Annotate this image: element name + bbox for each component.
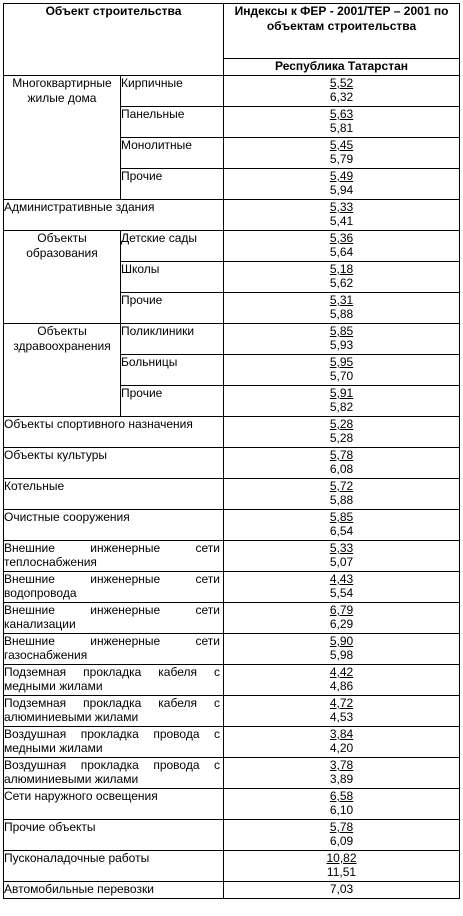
subtype-label: Школы [121, 262, 224, 293]
index-numerator: 5,78 [329, 448, 354, 462]
object-label: Прочие объекты [4, 820, 224, 851]
object-label-line2: канализации [4, 617, 76, 631]
index-denominator: 3,89 [329, 772, 354, 786]
label-word: с [214, 696, 220, 710]
index-numerator: 4,43 [329, 572, 354, 586]
object-label-line1 [4, 696, 223, 710]
index-denominator: 6,32 [329, 90, 354, 104]
object-label: Административные здания [4, 200, 224, 231]
index-denominator: 4,20 [329, 741, 354, 755]
index-denominator: 5,79 [329, 152, 354, 166]
object-label: Пусконаладочные работы [4, 851, 224, 882]
index-value [224, 634, 460, 665]
table-row [4, 231, 460, 262]
index-denominator: 11,51 [326, 865, 357, 879]
object-label: Очистные сооружения [4, 510, 224, 541]
header-index: Индексы к ФЕР - 2001/ТЕР – 2001 по объектам строительства [224, 4, 460, 59]
table-row [4, 324, 460, 355]
table-row [4, 76, 460, 107]
label-word: Подземная [4, 696, 67, 710]
index-numerator: 5,63 [329, 107, 354, 121]
label-word: сети [195, 603, 220, 617]
index-denominator: 5,93 [329, 338, 354, 352]
object-label-line1 [4, 572, 223, 586]
index-value [224, 200, 460, 231]
table-row [4, 634, 460, 665]
object-label-line1 [4, 541, 223, 555]
table-row [4, 417, 460, 448]
table-row [4, 789, 460, 820]
index-denominator: 5,82 [329, 400, 354, 414]
object-label [4, 727, 224, 758]
subtype-label: Больницы [121, 355, 224, 386]
label-word: сети [195, 634, 220, 648]
index-value [224, 696, 460, 727]
object-label [4, 634, 224, 665]
index-numerator: 5,91 [329, 386, 354, 400]
group-label: Многоквартирные жилые дома [4, 76, 121, 200]
index-denominator: 6,08 [329, 462, 354, 476]
index-value [224, 107, 460, 138]
index-value: 7,03 [224, 882, 460, 899]
index-denominator: 5,70 [329, 369, 354, 383]
label-word: Внешние [4, 634, 55, 648]
object-label: Объекты культуры [4, 448, 224, 479]
object-label: Объекты спортивного назначения [4, 417, 224, 448]
index-denominator: 5,54 [329, 586, 354, 600]
object-label-line1 [4, 665, 223, 679]
subtype-label: Детские сады [121, 231, 224, 262]
table-row [4, 572, 460, 603]
object-label [4, 758, 224, 789]
table-row [4, 758, 460, 789]
object-label-line2: медными жилами [4, 741, 103, 755]
header-object: Объект строительства [4, 4, 224, 76]
group-label: Объекты образования [4, 231, 121, 324]
table-row [4, 882, 460, 899]
label-word: прокладка [83, 665, 142, 679]
index-value [224, 324, 460, 355]
index-numerator: 5,18 [329, 262, 354, 276]
table-row [4, 479, 460, 510]
label-word: Внешние [4, 603, 55, 617]
table-row [4, 696, 460, 727]
object-label [4, 541, 224, 572]
index-denominator: 5,64 [329, 245, 354, 259]
subtype-label: Панельные [121, 107, 224, 138]
object-label: Котельные [4, 479, 224, 510]
subtype-label: Поликлиники [121, 324, 224, 355]
table-row [4, 851, 460, 882]
label-word: инженерные [90, 572, 161, 586]
object-label-line1 [4, 758, 223, 772]
object-label [4, 572, 224, 603]
label-word: кабеля [158, 665, 197, 679]
index-numerator: 5,78 [329, 820, 354, 834]
object-label-line2: алюминиевыми жилами [4, 772, 139, 786]
label-word: сети [195, 572, 220, 586]
index-value [224, 231, 460, 262]
table-row [4, 603, 460, 634]
table-row [4, 200, 460, 231]
table-row [4, 727, 460, 758]
index-numerator: 5,28 [329, 417, 354, 431]
index-value [224, 541, 460, 572]
object-label-line2: водопровода [4, 586, 77, 600]
label-word: Воздушная [4, 727, 67, 741]
index-value [224, 138, 460, 169]
index-value [224, 76, 460, 107]
label-word: Воздушная [4, 758, 67, 772]
index-value [224, 386, 460, 417]
object-label [4, 603, 224, 634]
index-numerator: 5,90 [329, 634, 354, 648]
object-label-line1 [4, 603, 223, 617]
table-row [4, 510, 460, 541]
index-denominator: 5,94 [329, 183, 354, 197]
subtype-label: Монолитные [121, 138, 224, 169]
label-word: инженерные [90, 603, 161, 617]
index-numerator: 5,33 [329, 541, 354, 555]
index-numerator: 5,31 [329, 293, 354, 307]
index-value [224, 448, 460, 479]
label-word: провода [153, 727, 200, 741]
index-numerator: 5,85 [329, 510, 354, 524]
index-numerator: 3,78 [329, 758, 354, 772]
index-denominator: 5,98 [329, 648, 354, 662]
index-denominator: 5,62 [329, 276, 354, 290]
index-numerator: 6,79 [329, 603, 354, 617]
label-word: Внешние [4, 572, 55, 586]
label-word: Внешние [4, 541, 55, 555]
subtype-label: Кирпичные [121, 76, 224, 107]
object-label-line2: алюминиевыми жилами [4, 710, 139, 724]
index-numerator: 5,95 [329, 355, 354, 369]
object-label [4, 696, 224, 727]
index-value [224, 665, 460, 696]
table-row [4, 820, 460, 851]
object-label-line2: газоснабжения [4, 648, 88, 662]
index-numerator: 5,33 [329, 200, 354, 214]
table-row [4, 541, 460, 572]
object-label-line2: теплоснабжения [4, 555, 97, 569]
index-value [224, 789, 460, 820]
index-value [224, 417, 460, 448]
index-denominator: 6,29 [329, 617, 354, 631]
label-word: кабеля [158, 696, 197, 710]
index-value [224, 510, 460, 541]
index-value [224, 572, 460, 603]
index-value [224, 169, 460, 200]
label-word: прокладка [80, 758, 139, 772]
index-denominator: 5,41 [329, 214, 354, 228]
index-numerator: 5,52 [329, 76, 354, 90]
group-label: Объекты здравоохранения [4, 324, 121, 417]
index-value [224, 479, 460, 510]
index-value [224, 603, 460, 634]
index-numerator: 4,42 [329, 665, 354, 679]
subtype-label: Прочие [121, 386, 224, 417]
index-denominator: 6,10 [329, 803, 354, 817]
table-row [4, 665, 460, 696]
index-value [224, 820, 460, 851]
index-value [224, 293, 460, 324]
table-row [4, 448, 460, 479]
index-table [3, 3, 460, 899]
index-numerator: 6,58 [329, 789, 354, 803]
label-word: прокладка [83, 696, 142, 710]
label-word: прокладка [80, 727, 139, 741]
index-denominator: 5,07 [329, 555, 354, 569]
object-label: Сети наружного освещения [4, 789, 224, 820]
index-value [224, 262, 460, 293]
index-numerator: 4,72 [329, 696, 354, 710]
label-word: Подземная [4, 665, 67, 679]
object-label [4, 665, 224, 696]
index-value [224, 727, 460, 758]
index-denominator: 5,88 [329, 493, 354, 507]
subtype-label: Прочие [121, 293, 224, 324]
index-value [224, 851, 460, 882]
object-label-line2: медными жилами [4, 679, 103, 693]
object-label: Автомобильные перевозки [4, 882, 224, 899]
index-denominator: 4,53 [329, 710, 354, 724]
index-numerator: 5,36 [329, 231, 354, 245]
header-region: Республика Татарстан [224, 59, 460, 76]
object-label-line1 [4, 727, 223, 741]
label-word: с [214, 665, 220, 679]
label-word: инженерные [90, 541, 161, 555]
index-value [224, 758, 460, 789]
label-word: с [214, 727, 220, 741]
index-numerator: 3,84 [329, 727, 354, 741]
label-word: инженерные [90, 634, 161, 648]
subtype-label: Прочие [121, 169, 224, 200]
label-word: сети [195, 541, 220, 555]
index-numerator: 5,49 [329, 169, 354, 183]
index-numerator: 10,82 [326, 851, 357, 865]
index-value [224, 355, 460, 386]
index-numerator: 5,45 [329, 138, 354, 152]
index-denominator: 5,81 [329, 121, 354, 135]
index-denominator: 5,28 [329, 431, 354, 445]
index-numerator: 5,72 [329, 479, 354, 493]
index-denominator: 6,09 [329, 834, 354, 848]
label-word: провода [153, 758, 200, 772]
index-numerator: 5,85 [329, 324, 354, 338]
index-denominator: 5,88 [329, 307, 354, 321]
label-word: с [214, 758, 220, 772]
object-label-line1 [4, 634, 223, 648]
index-denominator: 4,86 [329, 679, 354, 693]
index-denominator: 6,54 [329, 524, 354, 538]
